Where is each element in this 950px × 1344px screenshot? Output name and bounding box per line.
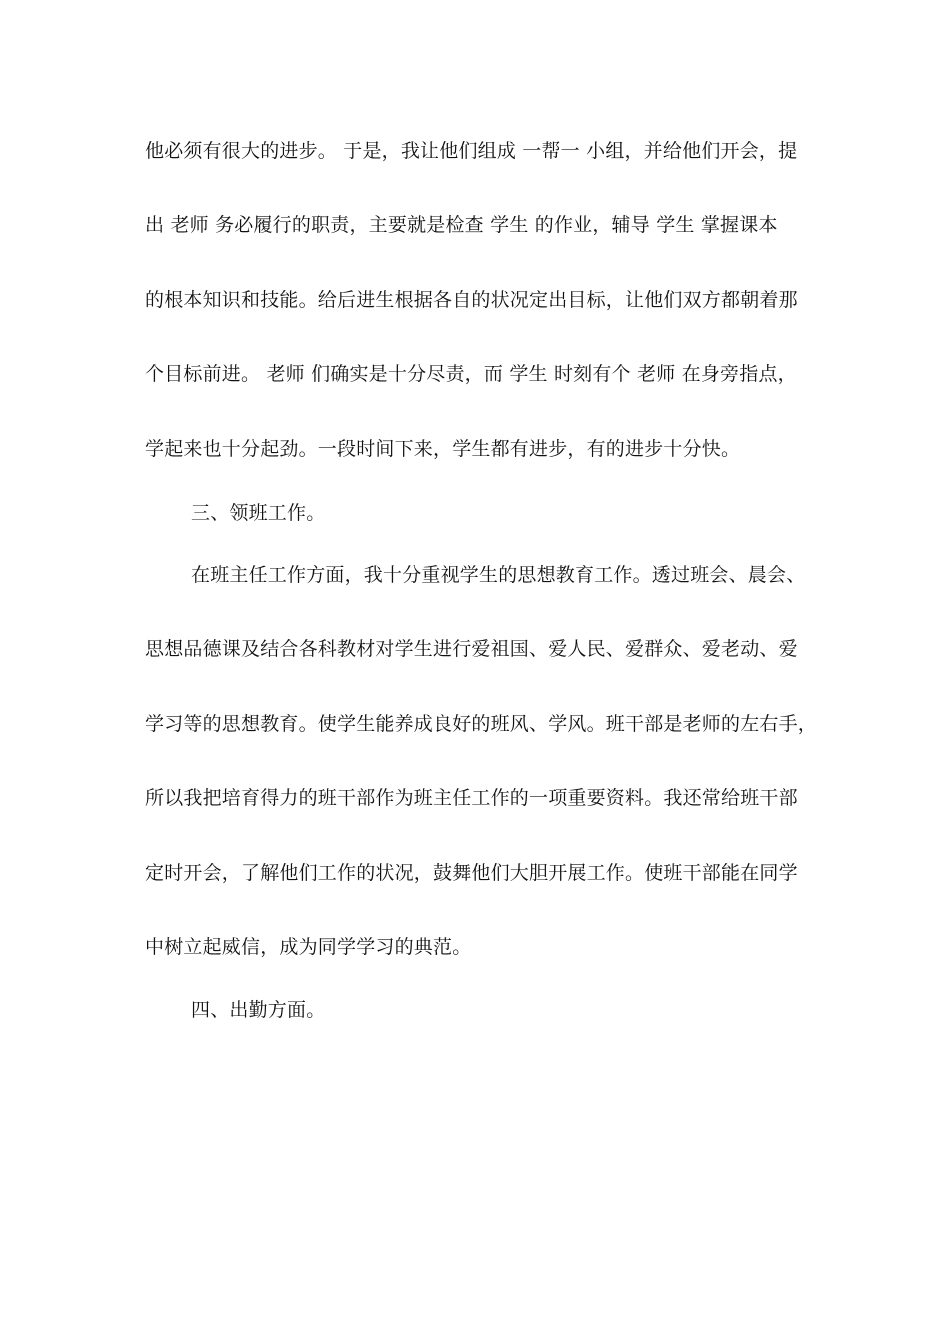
- paragraph-line: 学起来也十分起劲。一段时间下来，学生都有进步，有的进步十分快。: [145, 438, 741, 460]
- paragraph-line: 出 老师 务必履行的职责，主要就是检查 学生 的作业，辅导 学生 掌握课本: [145, 214, 778, 236]
- paragraph-line: 的根本知识和技能。给后进生根据各自的状况定出目标，让他们双方都朝着那: [145, 289, 798, 311]
- section-heading: 三、领班工作。: [191, 502, 326, 524]
- paragraph-line: 中树立起威信，成为同学学习的典范。: [145, 936, 472, 958]
- paragraph-line: 定时开会，了解他们工作的状况，鼓舞他们大胆开展工作。使班干部能在同学: [145, 862, 798, 884]
- paragraph-line: 在班主任工作方面，我十分重视学生的思想教育工作。透过班会、晨会、: [191, 564, 806, 586]
- paragraph-line: 所以我把培育得力的班干部作为班主任工作的一项重要资料。我还常给班干部: [145, 787, 798, 809]
- paragraph-line: 个目标前进。 老师 们确实是十分尽责，而 学生 时刻有个 老师 在身旁指点，: [145, 363, 797, 385]
- section-heading: 四、出勤方面。: [191, 999, 326, 1021]
- paragraph-line: 思想品德课及结合各科教材对学生进行爱祖国、爱人民、爱群众、爱老动、爱: [145, 638, 798, 660]
- paragraph-line: 学习等的思想教育。使学生能养成良好的班风、学风。班干部是老师的左右手，: [145, 713, 818, 735]
- paragraph-line: 他必须有很大的进步。 于是，我让他们组成 一帮一 小组，并给他们开会，提: [145, 140, 798, 162]
